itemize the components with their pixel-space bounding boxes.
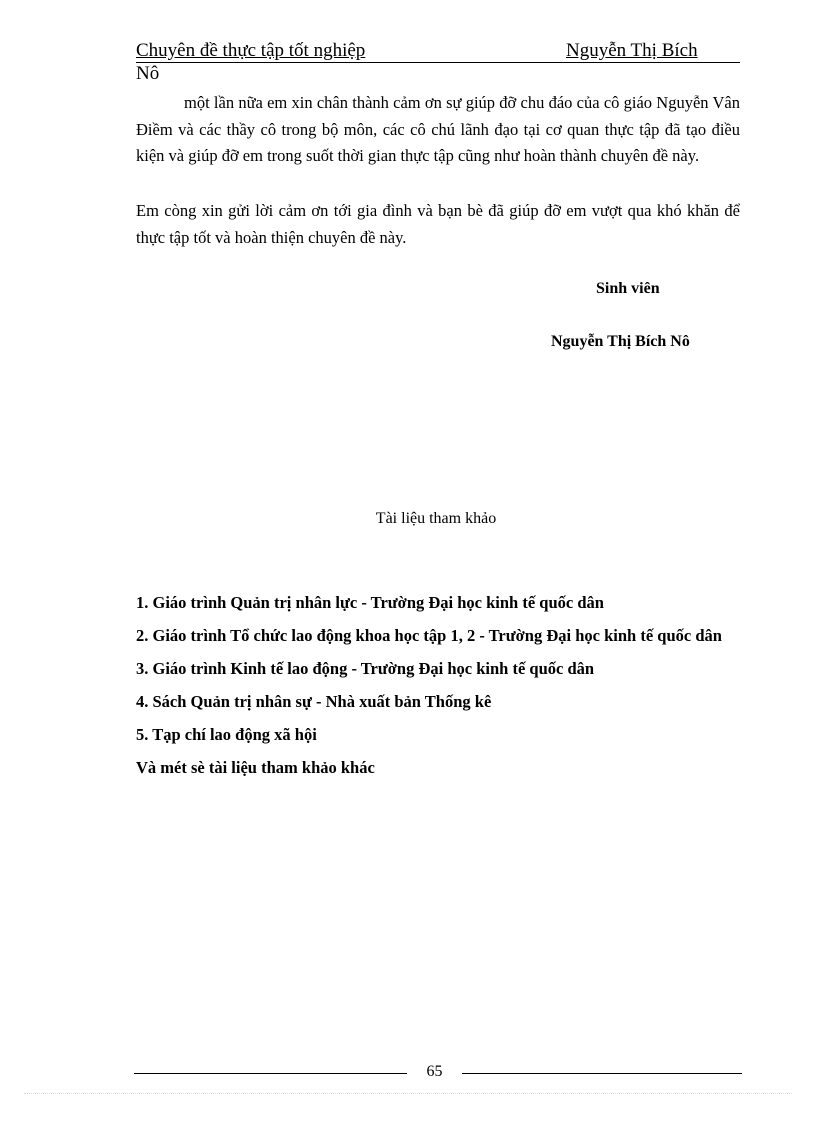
acknowledgement-paragraph: một lần nữa em xin chân thành cảm ơn sự giúp đỡ chu đáo của cô giáo Nguyễn Vân Điềm và các thầy cô trong bộ môn, các cô chú lãnh đạo tại cơ quan thực tập đã tạo điều kiện và giúp đỡ em trong suốt thời gian thực tập cũng như hoàn thành chuyên đề này. (136, 93, 740, 165)
reference-item: Và mét sè tài liệu tham khảo khác (136, 758, 375, 777)
reference-item: 3. Giáo trình Kinh tế lao động - Trường Đại học kinh tế quốc dân (136, 659, 595, 678)
reference-item: 4. Sách Quản trị nhân sự - Nhà xuất bản Thống kê (136, 692, 492, 711)
header-title: Chuyên đề thực tập tốt nghiệp (136, 40, 366, 61)
signature-name: Nguyễn Thị Bích Nô (551, 333, 690, 350)
reference-item: 2. Giáo trình Tổ chức lao động khoa học tập 1, 2 - Trường Đại học kinh tế quốc dân (136, 626, 722, 645)
header-author: Nguyễn Thị Bích (566, 40, 698, 61)
reference-item: 5. Tạp chí lao động xã hội (136, 725, 317, 744)
references-title: Tài liệu tham khảo (375, 510, 497, 527)
page-number: 65 (426, 1063, 443, 1080)
reference-item: 1. Giáo trình Quản trị nhân lực - Trường Đại học kinh tế quốc dân (136, 593, 604, 612)
references-list (136, 590, 740, 788)
acknowledgement-paragraph: Em còng xin gửi lời cảm ơn tới gia đình và bạn bè đã giúp đỡ em vượt qua khó khăn để thực tập tốt và hoàn thiện chuyên đề này. (136, 201, 740, 247)
page-edge-divider (24, 1093, 792, 1094)
signature-role: Sinh viên (596, 280, 660, 297)
running-header (136, 40, 740, 63)
footer-rule-right (462, 1073, 742, 1074)
header-author-continuation: Nô (136, 63, 160, 84)
footer-rule-left (134, 1073, 407, 1074)
